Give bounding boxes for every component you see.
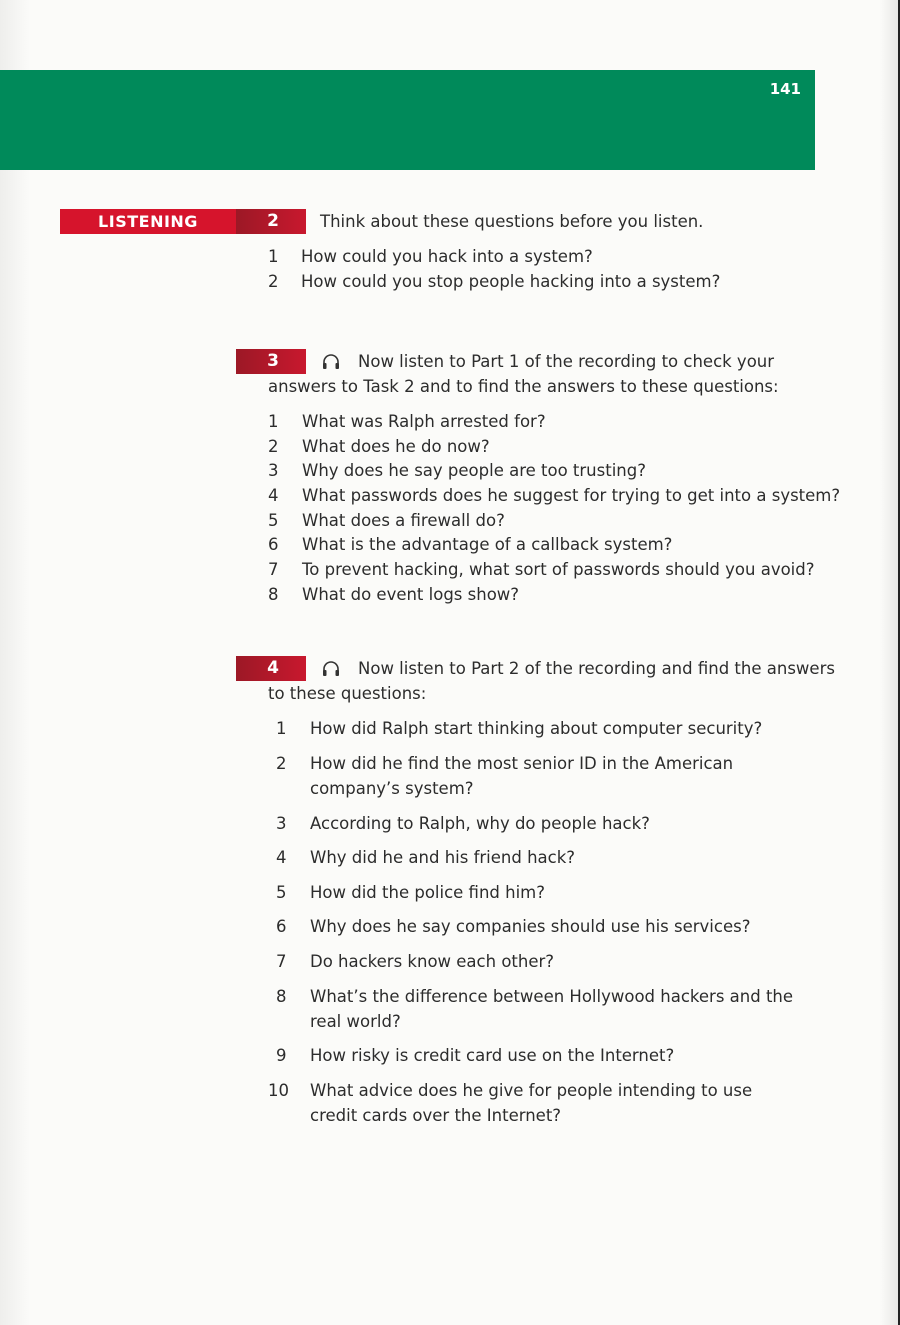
- question-text: Why did he and his friend hack?: [310, 848, 576, 867]
- section-label-listening: LISTENING: [60, 209, 236, 234]
- question-number: 3: [276, 814, 287, 833]
- question-text: How risky is credit card use on the Internet?: [310, 1046, 675, 1065]
- task-number-badge: [236, 349, 306, 374]
- headphones-icon: [321, 353, 341, 371]
- question-number: 1: [268, 247, 279, 266]
- question-text: Do hackers know each other?: [310, 952, 555, 971]
- task-number-badge: [236, 209, 306, 234]
- question-number: 4: [268, 486, 279, 505]
- question-text: How could you hack into a system?: [301, 247, 593, 266]
- question-number: 2: [268, 272, 279, 291]
- question-number: 1: [276, 719, 287, 738]
- question-text: What is the advantage of a callback system?: [302, 535, 673, 554]
- question-text: What does a firewall do?: [302, 511, 505, 530]
- header-band: [0, 70, 815, 170]
- task-instruction: Think about these questions before you listen.: [320, 212, 704, 231]
- question-text: What’s the difference between Hollywood hackers and the real world?: [310, 987, 794, 1031]
- question-text: What advice does he give for people intending to use credit cards over the Internet?: [310, 1081, 753, 1125]
- task-number: 2: [267, 211, 279, 231]
- question-number: 5: [268, 511, 279, 530]
- task-instruction-continued: to these questions:: [268, 684, 427, 703]
- question-number: 8: [276, 987, 287, 1006]
- question-text: How did the police find him?: [310, 883, 545, 902]
- question-number: 2: [276, 754, 287, 773]
- question-text: How did Ralph start thinking about computer security?: [310, 719, 763, 738]
- question-number: 7: [276, 952, 287, 971]
- question-text: To prevent hacking, what sort of passwords should you avoid?: [302, 560, 815, 579]
- question-number: 8: [268, 585, 279, 604]
- question-text: What does he do now?: [302, 437, 490, 456]
- question-number: 2: [268, 437, 279, 456]
- question-number: 3: [268, 461, 279, 480]
- question-number: 4: [276, 848, 287, 867]
- task-instruction: Now listen to Part 1 of the recording to check your: [358, 352, 775, 371]
- question-number: 6: [276, 917, 287, 936]
- question-text: What was Ralph arrested for?: [302, 412, 546, 431]
- task-instruction: Now listen to Part 2 of the recording and find the answers: [358, 659, 835, 678]
- headphones-icon: [321, 660, 341, 678]
- question-text: According to Ralph, why do people hack?: [310, 814, 650, 833]
- question-number: 6: [268, 535, 279, 554]
- question-text: Why does he say people are too trusting?: [302, 461, 646, 480]
- question-number: 9: [276, 1046, 287, 1065]
- task-number: 4: [267, 658, 279, 678]
- task-number: 3: [267, 351, 279, 371]
- page-number: 141: [769, 80, 801, 98]
- question-text: Why does he say companies should use his services?: [310, 917, 751, 936]
- question-number: 10: [268, 1081, 289, 1100]
- question-text: What do event logs show?: [302, 585, 520, 604]
- question-text: What passwords does he suggest for trying to get into a system?: [302, 486, 841, 505]
- question-number: 5: [276, 883, 287, 902]
- question-number: 1: [268, 412, 279, 431]
- question-text: How did he find the most senior ID in the American company’s system?: [310, 754, 734, 798]
- question-number: 7: [268, 560, 279, 579]
- task-instruction-continued: answers to Task 2 and to find the answers to these questions:: [268, 377, 779, 396]
- task-number-badge: [236, 656, 306, 681]
- question-text: How could you stop people hacking into a system?: [301, 272, 721, 291]
